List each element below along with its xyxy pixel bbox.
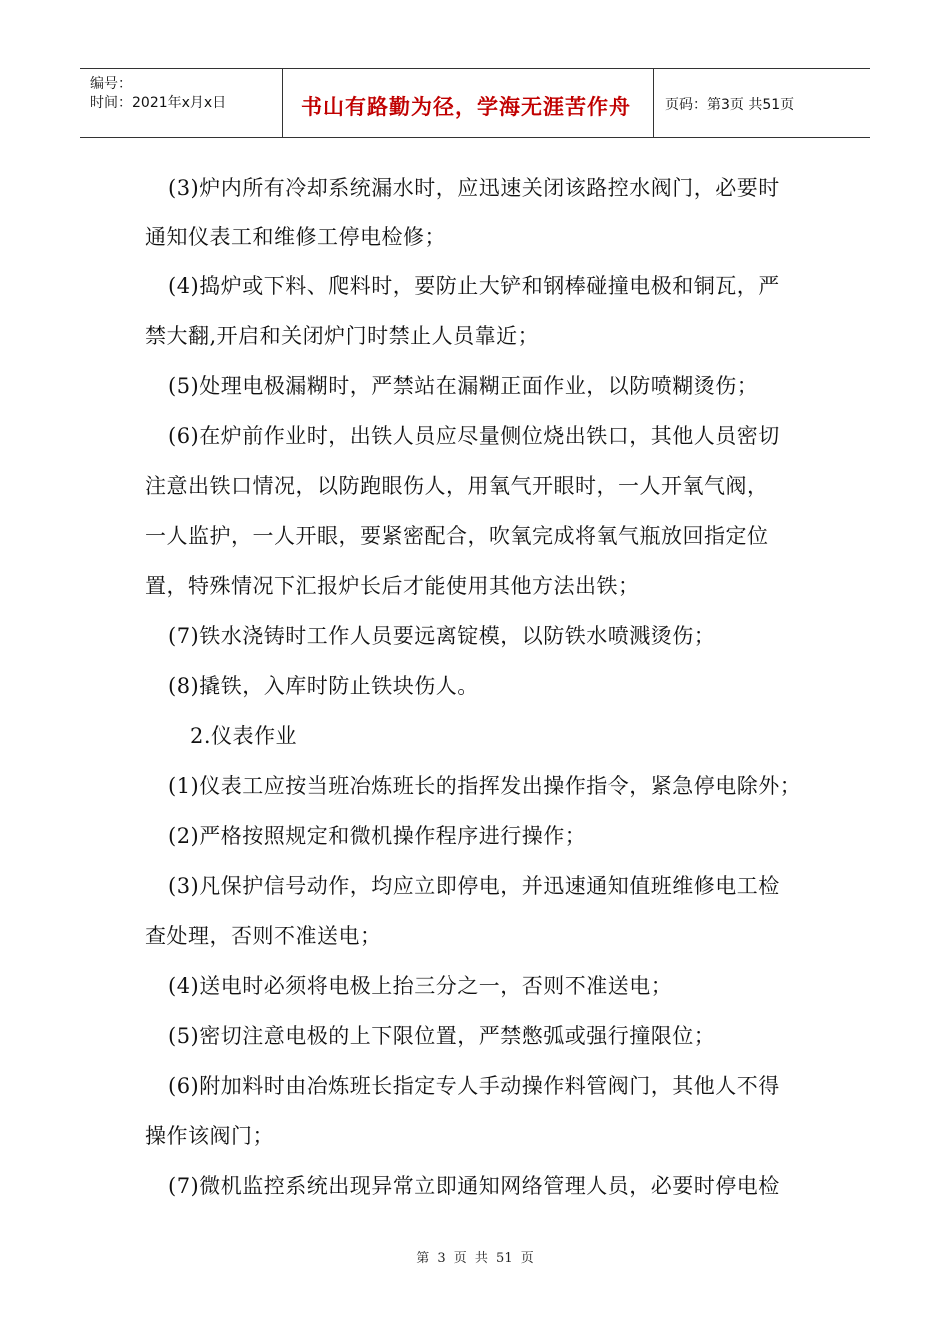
body-line: 一人监护，一人开眼，要紧密配合，吹氧完成将氧气瓶放回指定位 xyxy=(145,524,769,548)
body-line: (1)仪表工应按当班冶炼班长的指挥发出操作指令，紧急停电除外； xyxy=(168,774,802,798)
body-line: (6)在炉前作业时，出铁人员应尽量侧位烧出铁口，其他人员密切 xyxy=(168,424,780,448)
body-line: (8)撬铁，入库时防止铁块伤人。 xyxy=(168,674,479,698)
body-line: 通知仪表工和维修工停电检修； xyxy=(145,225,446,249)
body-line: 注意出铁口情况，以防跑眼伤人，用氧气开眼时，一人开氧气阀， xyxy=(145,474,769,498)
body-line: (5)密切注意电极的上下限位置，严禁憋弧或强行撞限位； xyxy=(168,1024,716,1048)
body-line: (6)附加料时由冶炼班长指定专人手动操作料管阀门，其他人不得 xyxy=(168,1074,780,1098)
body-line: (5)处理电极漏糊时，严禁站在漏糊正面作业，以防喷糊烫伤； xyxy=(168,374,759,398)
body-line: (7)微机监控系统出现异常立即通知网络管理人员，必要时停电检 xyxy=(168,1174,780,1198)
body-line: 查处理，否则不准送电； xyxy=(145,924,382,948)
header-motto: 书山有路勤为径，学海无涯苦作舟 xyxy=(301,95,631,119)
page-footer: 第 3 页 共 51 页 xyxy=(416,1251,534,1266)
body-line: 禁大翻,开启和关闭炉门时禁止人员靠近； xyxy=(145,324,540,348)
body-line: 置，特殊情况下汇报炉长后才能使用其他方法出铁； xyxy=(145,574,640,598)
body-line: (3)凡保护信号动作，均应立即停电，并迅速通知值班维修电工检 xyxy=(168,874,780,898)
body-line: (4)送电时必须将电极上抬三分之一，否则不准送电； xyxy=(168,974,673,998)
header-meta-cell xyxy=(80,69,283,137)
body-line: (3)炉内所有冷却系统漏水时，应迅速关闭该路控水阀门，必要时 xyxy=(168,176,780,200)
header-table xyxy=(80,68,870,138)
body-line: (7)铁水浇铸时工作人员要远离锭模，以防铁水喷溅烫伤； xyxy=(168,624,716,648)
document-number-label: 编号： xyxy=(90,76,132,92)
body-line: 操作该阀门； xyxy=(145,1124,274,1148)
section-heading: 2.仪表作业 xyxy=(190,724,298,748)
header-page-info: 页码：第3页 共51页 xyxy=(665,97,795,113)
body-line: (4)捣炉或下料、爬料时，要防止大铲和钢棒碰撞电极和铜瓦，严 xyxy=(168,274,780,298)
header-motto-cell xyxy=(283,69,654,137)
body-line: (2)严格按照规定和微机操作程序进行操作； xyxy=(168,824,587,848)
document-time-label: 时间：2021年x月x日 xyxy=(90,95,227,111)
